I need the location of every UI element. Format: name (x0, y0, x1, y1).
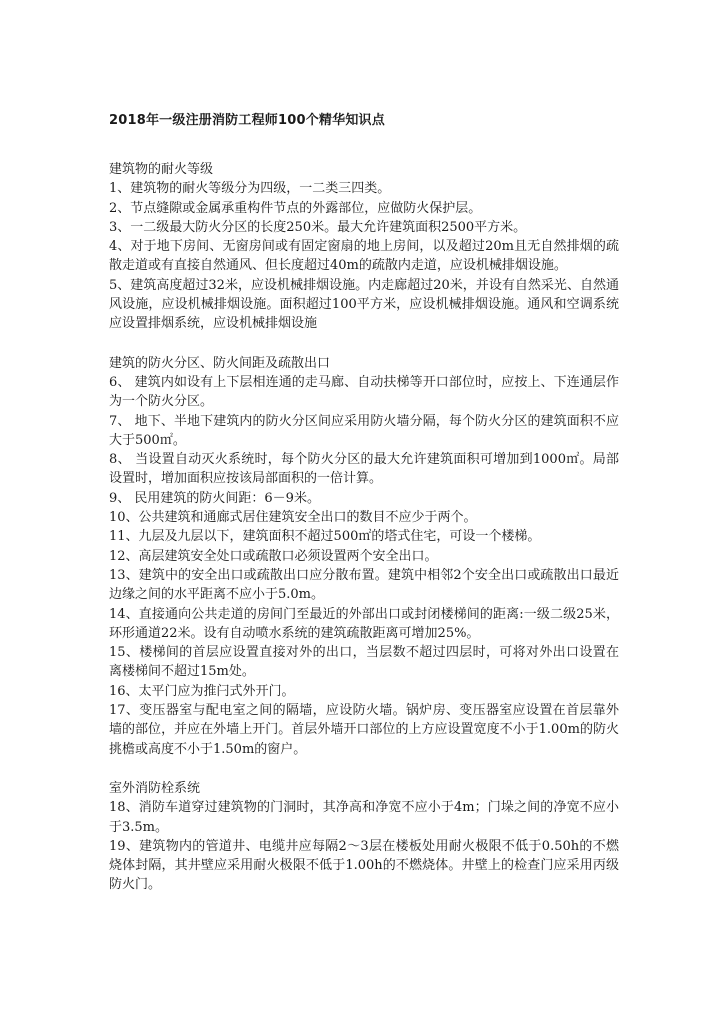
paragraph: 8、 当设置自动灭火系统时，每个防火分区的最大允许建筑面积可增加到1000㎡。局部设置时，增加面积应按该局部面积的一倍计算。 (109, 452, 619, 487)
paragraph: 16、太平门应为推闩式外开门。 (109, 683, 295, 699)
paragraph: 6、 建筑内如设有上下层相连通的走马廊、自动扶梯等开口部位时，应按上、下连通层作为一个防火分区。 (109, 374, 619, 410)
document-title: 2018年一级注册消防工程师100个精华知识点 (109, 113, 385, 128)
paragraph: 17、变压器室与配电室之间的隔墙，应设防火墙。锅炉房、变压器室应设置在首层靠外墙的部位，并应在外墙上开门。首层外墙开口部位的上方应设置宽度不小于1.00m的防火挑檐或高度不小于1.50m的窗户。 (109, 703, 619, 757)
paragraph: 9、 民用建筑的防火间距：6－9米。 (109, 490, 320, 506)
paragraph: 15、楼梯间的首层应设置直接对外的出口，当层数不超过四层时，可将对外出口设置在离楼梯间不超过15m处。 (109, 645, 619, 680)
section-outdoor-hydrants (109, 779, 619, 895)
paragraph: 12、高层建筑安全处口或疏散口必须设置两个安全出口。 (109, 548, 438, 564)
section-fire-compartments (109, 354, 619, 759)
section-heading: 室外消防栓系统 (109, 780, 201, 796)
paragraph: 14、直接通向公共走道的房间门至最近的外部出口或封闭楼梯间的距离:一级二级25米，环形通道22米。设有自动喷水系统的建筑疏散距离可增加25%。 (109, 606, 619, 641)
document-page (109, 112, 619, 915)
paragraph: 2、节点缝隙或金属承重构件节点的外露部位，应做防火保护层。 (109, 200, 482, 216)
paragraph: 7、 地下、半地下建筑内的防火分区间应采用防火墙分隔，每个防火分区的建筑面积不应大于500㎡。 (109, 413, 619, 448)
paragraph: 4、对于地下房间、无窗房间或有固定窗扇的地上房间，以及超过20m且无自然排烟的疏散走道或有直接自然通风、但长度超过40m的疏散内走道，应设机械排烟设施。 (109, 239, 619, 274)
section-heading: 建筑的防火分区、防火间距及疏散出口 (109, 355, 331, 371)
paragraph: 11、九层及九层以下，建筑面积不超过500㎡的塔式住宅，可设一个楼梯。 (109, 529, 541, 545)
paragraph: 18、消防车道穿过建筑物的门洞时，其净高和净宽不应小于4m；门垛之间的净宽不应小于3.5m。 (109, 800, 619, 835)
paragraph: 3、一二级最大防火分区的长度250米。最大允许建筑面积2500平方米。 (109, 219, 527, 235)
section-fire-resistance (109, 160, 619, 334)
paragraph: 10、公共建筑和通廊式居住建筑安全出口的数目不应少于两个。 (109, 510, 477, 526)
paragraph: 13、建筑中的安全出口或疏散出口应分散布置。建筑中相邻2个安全出口或疏散出口最近边缘之间的水平距离不应小于5.0m。 (109, 567, 619, 603)
paragraph: 5、建筑高度超过32米，应设机械排烟设施。内走廊超过20米，并设有自然采光、自然通风设施，应设机械排烟设施。面积超过100平方米，应设机械排烟设施。通风和空调系统应设置排烟系统，应设机械排烟设施 (109, 277, 619, 332)
paragraph: 19、建筑物内的管道井、电缆井应每隔2～3层在楼板处用耐火极限不低于0.50h的不燃烧体封隔，其井壁应采用耐火极限不低于1.00h的不燃烧体。井壁上的检查门应采用丙级防火门。 (109, 838, 619, 893)
paragraph: 1、建筑物的耐火等级分为四级，一二类三四类。 (109, 181, 391, 197)
section-heading: 建筑物的耐火等级 (109, 162, 214, 177)
